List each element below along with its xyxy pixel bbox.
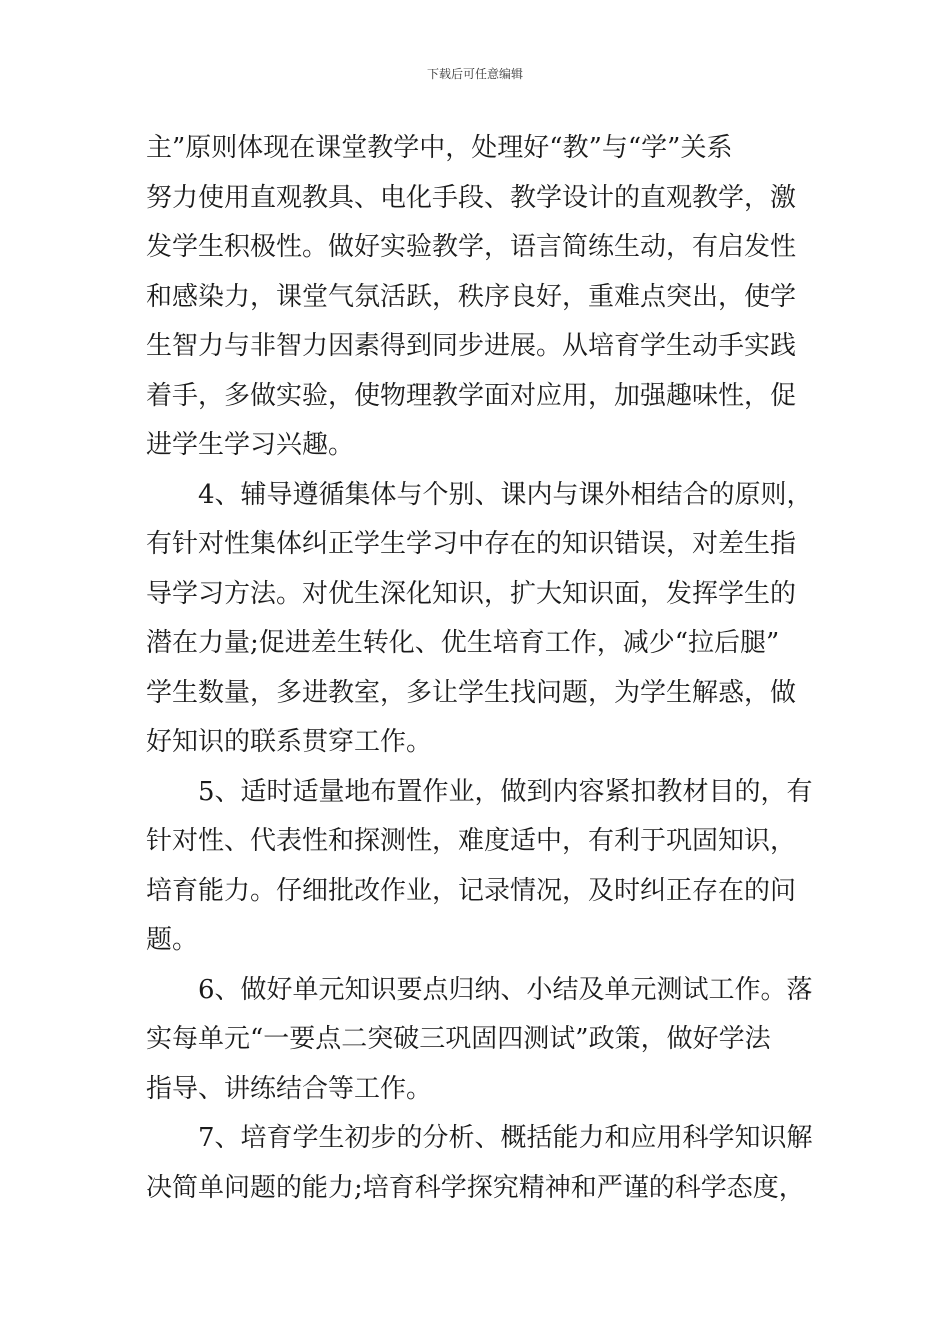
text-line: 努力使用直观教具、电化手段、教学设计的直观教学，激 xyxy=(146,182,797,213)
page-header: 下载后可任意编辑 xyxy=(426,67,523,81)
paragraph-start-line: 7、培育学生初步的分析、概括能力和应用科学知识解 xyxy=(198,1123,813,1153)
text-line: 着手，多做实验，使物理教学面对应用，加强趣味性，促 xyxy=(146,380,797,411)
text-line: 决简单问题的能力;培育科学探究精神和严谨的科学态度， xyxy=(146,1172,805,1203)
paragraph-start-line: 4、辅导遵循集体与个别、课内与课外相结合的原则， xyxy=(198,479,813,510)
text-line: 主”原则体现在课堂教学中，处理好“教”与“学”关系 xyxy=(146,133,733,163)
text-line: 学生数量，多进教室，多让学生找问题，为学生解惑，做 xyxy=(146,677,797,708)
text-line: 针对性、代表性和探测性，难度适中，有利于巩固知识， xyxy=(146,826,797,856)
text-line: 进学生学习兴趣。 xyxy=(146,430,355,460)
text-line: 好知识的联系贯穿工作。 xyxy=(146,727,433,757)
text-line: 生智力与非智力因素得到同步进展。从培育学生动手实践 xyxy=(146,331,797,361)
paragraph-start-line: 5、适时适量地布置作业，做到内容紧扣教材目的，有 xyxy=(198,776,813,807)
text-line: 培育能力。仔细批改作业，记录情况，及时纠正存在的问 xyxy=(146,875,797,906)
text-line: 有针对性集体纠正学生学习中存在的知识错误，对差生指 xyxy=(146,529,797,559)
text-line: 导学习方法。对优生深化知识，扩大知识面，发挥学生的 xyxy=(146,578,797,609)
document-body xyxy=(146,124,811,1213)
text-line: 和感染力，课堂气氛活跃，秩序良好，重难点突出，使学 xyxy=(146,281,797,312)
paragraph-start-line: 6、做好单元知识要点归纳、小结及单元测试工作。落 xyxy=(198,974,813,1005)
text-line: 指导、讲练结合等工作。 xyxy=(146,1073,433,1104)
text-line: 题。 xyxy=(146,925,199,955)
text-line: 潜在力量;促进差生转化、优生培育工作，减少“拉后腿” xyxy=(146,628,780,658)
text-line: 实每单元“一要点二突破三巩固四测试”政策，做好学法 xyxy=(146,1024,771,1054)
text-line: 发学生积极性。做好实验教学，语言简练生动，有启发性 xyxy=(146,232,797,262)
